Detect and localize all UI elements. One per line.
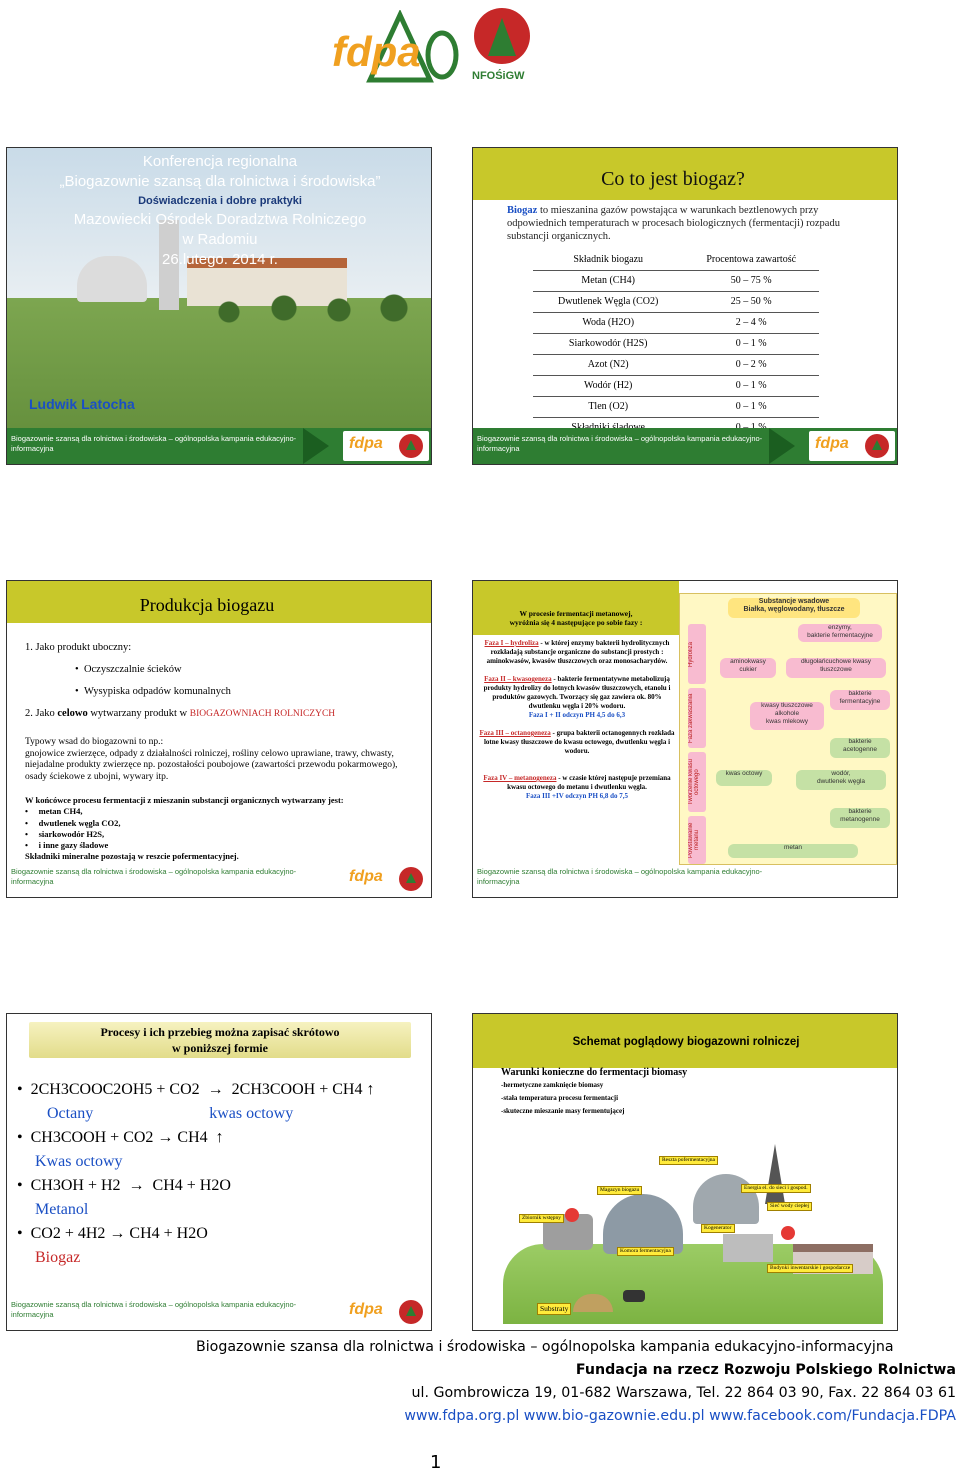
eq4-left: CO2 + 4H2 <box>30 1225 106 1242</box>
component-cell: Woda (H2O) <box>533 312 683 333</box>
tree-row <box>207 288 427 328</box>
percent-cell: 0 – 1 % <box>683 396 819 417</box>
feed-text: gnojowice zwierzęce, odpady z działalności rolniczej, rośliny celowo uprawiane, trawy, chwasty, niejadalne produkty zwierzęce np. pozostałości poubojowe (zawartości przewodu pokarmowego), osady ściekowe z ubojni, wywary itp. <box>25 748 398 782</box>
source-bullet-2 <box>75 685 425 699</box>
percent-cell: 25 – 50 % <box>683 291 819 312</box>
label-residue: Reszta pofermentacyjna <box>659 1156 718 1165</box>
hydrogen-co2-box: wodór, dwutlenek węgla <box>796 770 886 790</box>
residue-tank <box>693 1174 759 1224</box>
phases-header-1: W procesie fermentacji metanowej, <box>519 609 633 618</box>
composition-table <box>533 249 819 439</box>
equation-3-label: Metanol <box>35 1201 89 1218</box>
acids-alcohols-box: kwasy tłuszczowe alkohole kwas mlekowy <box>750 702 824 730</box>
table-header-row <box>533 249 819 270</box>
product-text: siarkowodór H2S, <box>38 828 105 839</box>
phase-label-acidification: Faza zakwaszania <box>688 688 706 748</box>
slide-what-is-biogas <box>472 147 898 465</box>
fdpa-mini-logo: fdpa <box>815 435 849 452</box>
author-name: Ludwik Latocha <box>29 396 135 412</box>
equation-1: • 2CH3COOC2OH5 + CO2 → 2CH3COOH + CH4 ↑ <box>17 1081 375 1098</box>
slide-process-equations <box>6 1013 432 1331</box>
nfosigw-text: NFOŚiGW <box>472 70 525 82</box>
phase-3 <box>477 729 677 756</box>
phase-4-title: Faza IV – metanogeneza <box>483 774 557 782</box>
label-gas-storage: Magazyn biogazu <box>597 1186 642 1195</box>
bullet-text: Oczyszczalnie ścieków <box>83 664 182 675</box>
bullet-icon: • <box>75 686 84 697</box>
label-farm-buildings: Budynki inwentarskie i gospodarcze <box>767 1264 853 1273</box>
arrow-icon <box>303 428 329 464</box>
table-row <box>533 333 819 354</box>
products-intro: W końcówce procesu fermentacji z mieszanin substancji organicznych wytwarzany jest: <box>25 795 344 805</box>
fermentative-bacteria-box: bakterie fermentacyjne <box>830 690 890 710</box>
arrow-right-icon: → <box>109 1225 126 1242</box>
phases-header-2: wyróżnia się 4 następujące po sobie fazy : <box>509 618 643 627</box>
equations <box>17 1078 427 1270</box>
title-line-1: Konferencja regionalna <box>142 153 298 170</box>
bullet-text: Wysypiska odpadów komunalnych <box>83 686 231 697</box>
subtitle-practices: Doświadczenia i dobre praktyki <box>138 195 302 207</box>
organizer-block <box>7 210 432 270</box>
products-last: Składniki mineralne pozostają w reszcie pofermentacyjnej. <box>25 851 239 862</box>
footer-logos <box>343 1297 429 1327</box>
equation-4: • CO2 + 4H2 → CH4 + H2O <box>17 1225 208 1242</box>
item2-red: BIOGAZOWNIACH ROLNICZYCH <box>189 709 336 719</box>
phase-3-title: Faza III – octanogeneza <box>479 729 551 737</box>
eq1-left: 2CH3COOC2OH5 + CO2 <box>30 1081 200 1098</box>
conditions <box>501 1066 861 1118</box>
phase-label-methane: Powstawanie metanu <box>688 816 706 864</box>
phase-label-hydrolysis: Hydroliza <box>688 624 706 684</box>
phases-text <box>477 639 677 801</box>
title-line-1: Procesy i ich przebieg można zapisać skrótowo <box>100 1025 340 1039</box>
phases-header <box>473 609 679 627</box>
fermentation-tank <box>603 1194 683 1254</box>
slide-title: Produkcja biogazu <box>139 595 275 615</box>
label-energy: Energia el. do sieci i gospod. <box>741 1184 811 1193</box>
definition-text: to mieszanina gazów powstająca w warunkach beztlenowych przy odpowiednich temperaturach w procesach biologicznych (fermentacji) rozpadu substancji organicznych. <box>507 205 840 242</box>
arrow-up-icon: ↑ <box>215 1129 224 1146</box>
phase-12-ph: Faza I + II odczyn PH 4,5 do 6,3 <box>528 711 626 719</box>
phase-34-ph: Faza III +IV odczyn PH 6,8 do 7,5 <box>525 792 629 800</box>
slide-footer <box>7 428 431 464</box>
fdpa-mini-logo: fdpa <box>349 1301 383 1318</box>
conditions-title: Warunki konieczne do fermentacji biomasy <box>501 1067 688 1078</box>
slide-title: Schemat poglądowy biogazowni rolniczej <box>572 1036 800 1048</box>
phase-4-text: - w czasie której następuje przemiana kwasu octowego do metanu i dwutlenku węgla. <box>507 774 671 791</box>
arrow-right-icon: → <box>207 1081 224 1098</box>
cogenerator-building <box>723 1234 773 1262</box>
title-line-2: „Biogazownie szansą dla rolnictwa i środowiska” <box>59 173 381 190</box>
phase-2-title: Faza II – kwasogeneza <box>484 675 552 683</box>
eq3-right: CH4 + H2O <box>152 1177 231 1194</box>
acetic-acid-box: kwas octowy <box>716 770 772 786</box>
feed-substances-box: Substancje wsadowe Białka, węglowodany, tłuszcze <box>728 598 860 618</box>
product-text: i inne gazy śladowe <box>38 840 109 851</box>
phase-1 <box>477 639 677 666</box>
component-cell: Azot (N2) <box>533 354 683 375</box>
acetogenic-bacteria-box: bakterie acetogenne <box>830 738 890 758</box>
table-row <box>533 354 819 375</box>
label-cogenerator: Kogenerator <box>701 1224 735 1233</box>
product-item: • dwutlenek węgla CO2, <box>25 817 121 828</box>
table-header-component: Składnik biogazu <box>533 249 683 270</box>
footer-text: Biogazownie szansą dla rolnictwa i środowiska – ogólnopolska kampania edukacyjno-informacyjna <box>477 867 763 886</box>
fdpa-mini-logo: fdpa <box>349 435 383 452</box>
conference-title <box>7 152 432 192</box>
component-cell: Siarkowodór (H2S) <box>533 333 683 354</box>
percent-cell: 50 – 75 % <box>683 270 819 291</box>
product-item: • metan CH4, <box>25 806 83 817</box>
footer-links <box>196 1405 956 1428</box>
arrow-right-icon: → <box>128 1177 145 1194</box>
slide-footer <box>7 861 431 897</box>
percent-cell: 2 – 4 % <box>683 312 819 333</box>
organizer-line-1: Mazowiecki Ośrodek Doradztwa Rolniczego <box>73 211 367 228</box>
power-tower <box>765 1144 785 1204</box>
footer-logos <box>809 431 895 461</box>
nfosigw-logo <box>472 8 534 94</box>
phase-3-text: - grupa bakterii octanogennych rozkłada lotne kwasy tłuszczowe do kwasu octowego, dwutlenku węgla i wodoru. <box>483 729 675 755</box>
feed-title: Typowy wsad do biogazowni to np.: <box>25 737 164 747</box>
eq1-label-right: kwas octowy <box>209 1105 294 1122</box>
equation-2-label: Kwas octowy <box>35 1153 123 1170</box>
phase-1-text: - w której enzymy bakterii hydrolitycznych rozkładają substancje organiczne do substancji prostych : aminokwasów, kwasów tłuszczowych oraz monosacharydów. <box>486 639 670 665</box>
eq2-left: CH3COOH + CO2 <box>30 1129 154 1146</box>
phase-1-title: Faza I – hydroliza <box>484 639 539 647</box>
slide-fermentation-phases <box>472 580 898 898</box>
component-cell: Metan (CH4) <box>533 270 683 291</box>
bullet-icon: • <box>75 664 84 675</box>
eq1-label-left: Octany <box>47 1105 94 1122</box>
product-item: • siarkowodór H2S, <box>25 828 105 839</box>
slide-biogas-production <box>6 580 432 898</box>
typical-feed <box>25 737 420 783</box>
table-row <box>533 270 819 291</box>
source-item-1: 1. Jako produkt uboczny: <box>25 642 132 653</box>
plant-illustration <box>503 1144 883 1324</box>
percent-cell: 0 – 1 % <box>683 333 819 354</box>
footer-text: Biogazownie szansą dla rolnictwa i środowiska – ogólnopolska kampania edukacyjno-informacyjna <box>11 434 297 453</box>
product-item: • i inne gazy śladowe <box>25 840 109 851</box>
table-row <box>533 375 819 396</box>
fatty-acids-box: długołańcuchowe kwasy tłuszczowe <box>786 658 886 678</box>
fermentation-diagram <box>679 593 897 865</box>
footer-logos <box>343 431 429 461</box>
biogas-definition <box>507 204 847 243</box>
link-fdpa[interactable]: www.fdpa.org.pl <box>404 1408 520 1424</box>
component-cell: Tlen (O2) <box>533 396 683 417</box>
fermentation-products <box>25 795 420 863</box>
slide-title <box>29 1024 411 1056</box>
eq2-right: CH4 <box>177 1129 208 1146</box>
footer-foundation: Fundacja na rzecz Rozwoju Polskiego Rolnictwa <box>575 1362 956 1378</box>
aminoacids-box: aminokwasy cukier <box>720 658 776 678</box>
slide-biogas-plant-schema <box>472 1013 898 1331</box>
nfos-mini-logo-icon <box>399 1300 423 1324</box>
fdpa-mini-logo: fdpa <box>349 868 383 885</box>
phase-2-text: - bakterie fermentatywne metabolizują produkty hydrolizy do lotnych kwasów tłuszczowych, etanolu i produktów gazowych. Tworzący się gaz zawiera ok. 80% dwutlenku węgla i 20% wodoru. <box>483 675 671 710</box>
component-cell: Wodór (H2) <box>533 375 683 396</box>
phase-4 <box>477 774 677 792</box>
eq1-right: 2CH3COOH + CH4 <box>231 1081 363 1098</box>
footer-campaign: Biogazownie szansa dla rolnictwa i środowiska – ogólnopolska kampania edukacyjno-informacyjna <box>196 1339 894 1355</box>
eq3-left: CH3OH + H2 <box>30 1177 121 1194</box>
slide-footer <box>473 861 897 897</box>
slide-title: Co to jest biogaz? <box>601 168 745 190</box>
equation-2: • CH3COOH + CO2 → CH4 ↑ <box>17 1129 224 1146</box>
process-arrow-2-icon <box>781 1226 795 1240</box>
phase-label-acetic: Tworzenie kwasu octowego <box>688 752 706 812</box>
condition-2: -stała temperatura procesu fermentacji <box>501 1094 619 1102</box>
condition-3: -skuteczne mieszanie masy fermentującej <box>501 1107 625 1115</box>
equation-4-label: Biogaz <box>35 1249 81 1266</box>
definition-term: Biogaz <box>507 205 538 216</box>
arrow-right-icon: → <box>157 1129 174 1146</box>
footer-text: Biogazownie szansą dla rolnictwa i środowiska – ogólnopolska kampania edukacyjno-informacyjna <box>477 434 763 453</box>
label-substrates: Substraty <box>537 1303 571 1315</box>
percent-cell: 0 – 1 % <box>683 375 819 396</box>
fdpa-logo-text: fdpa <box>332 28 421 75</box>
item2-mid: wytwarzany produkt w <box>87 708 190 719</box>
slide-footer <box>473 428 897 464</box>
slide-title <box>6 147 432 465</box>
process-arrow-1-icon <box>565 1208 579 1222</box>
methanogenic-bacteria-box: bakterie metanogenne <box>830 808 890 828</box>
tree-icon <box>486 16 518 60</box>
page-footer <box>196 1336 960 1428</box>
equation-1-labels <box>17 1102 427 1126</box>
footer-logos <box>343 864 429 894</box>
link-biogazownie[interactable]: www.bio-gazownie.edu.pl <box>523 1408 705 1424</box>
nfos-mini-logo-icon <box>865 434 889 458</box>
cow-icon <box>623 1290 645 1302</box>
label-pre-tank: Zbiornik wstępny <box>519 1214 564 1223</box>
fdpa-logo <box>330 10 460 90</box>
conference-date: 26.lutego. 2014 r. <box>162 251 278 268</box>
product-text: metan CH4, <box>38 806 83 817</box>
table-row <box>533 291 819 312</box>
product-text: dwutlenek węgla CO2, <box>38 817 121 828</box>
label-hot-water: Sieć wody ciepłej <box>767 1202 812 1211</box>
link-facebook[interactable]: www.facebook.com/Fundacja.FDPA <box>709 1408 956 1424</box>
table-row <box>533 396 819 417</box>
arrow-icon <box>769 428 795 464</box>
condition-1: -hermetyczne zamknięcie biomasy <box>501 1081 604 1089</box>
source-list <box>25 641 425 721</box>
table-header-percent: Procentowa zawartość <box>683 249 819 270</box>
eq4-right: CH4 + H2O <box>129 1225 208 1242</box>
arrow-up-icon: ↑ <box>366 1081 375 1098</box>
title-line-2: w poniższej formie <box>172 1041 268 1055</box>
equation-3: • CH3OH + H2 → CH4 + H2O <box>17 1177 231 1194</box>
source-bullet-1 <box>75 663 425 677</box>
phase-2 <box>477 675 677 711</box>
item2-prefix: 2. Jako <box>25 708 58 719</box>
nfos-mini-logo-icon <box>399 434 423 458</box>
enzymes-box: enzymy, bakterie fermentacyjne <box>798 624 882 642</box>
component-cell: Dwutlenek Węgla (CO2) <box>533 291 683 312</box>
source-item-2 <box>25 707 425 721</box>
methane-box: metan <box>728 844 858 858</box>
percent-cell: 0 – 2 % <box>683 354 819 375</box>
slide-footer <box>7 1294 431 1330</box>
label-fermentation-chamber: Komora fermentacyjna <box>617 1247 674 1256</box>
table-row <box>533 312 819 333</box>
page-number: 1 <box>430 1452 442 1473</box>
organizer-line-2: w Radomiu <box>182 231 258 248</box>
footer-text: Biogazownie szansą dla rolnictwa i środowiska – ogólnopolska kampania edukacyjno-informacyjna <box>11 1300 297 1319</box>
nfos-mini-logo-icon <box>399 867 423 891</box>
item2-bold: celowo <box>57 708 88 719</box>
footer-address: ul. Gombrowicza 19, 01-682 Warszawa, Tel. 22 864 03 90, Fax. 22 864 03 61 <box>411 1385 956 1401</box>
footer-text: Biogazownie szansą dla rolnictwa i środowiska – ogólnopolska kampania edukacyjno-informacyjna <box>11 867 297 886</box>
